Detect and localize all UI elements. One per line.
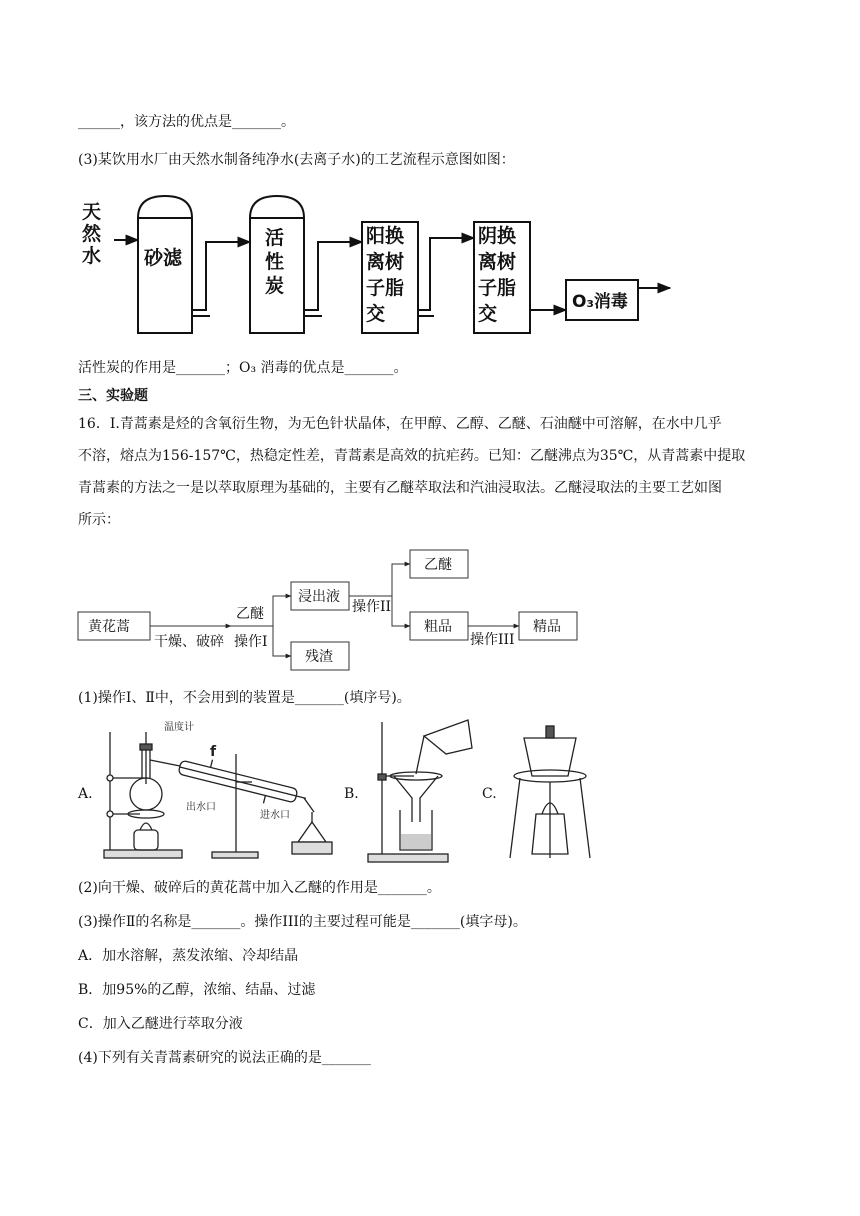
question-16-text-3: 青蒿素的方法之一是以萃取原理为基础的，主要有乙醚萃取法和汽油浸取法。乙醚浸取法的主要工艺如图 — [78, 480, 722, 496]
cation-line-3: 子脂 — [366, 277, 405, 299]
distillation-apparatus — [100, 718, 336, 862]
question-2-ether-role: (2)向干燥、破碎后的黄花蒿中加入乙醚的作用是_______。 — [78, 880, 441, 896]
question-4: (4)下列有关青蒿素研究的说法正确的是_______ — [78, 1050, 371, 1066]
op3-label: 操作III — [470, 632, 515, 648]
node-leach: 浸出液 — [298, 589, 340, 605]
node-pure: 精品 — [533, 619, 561, 635]
anion-line-3: 子脂 — [478, 277, 517, 299]
question-16-text-4: 所示： — [78, 512, 120, 528]
question-3-operation: (3)操作Ⅱ的名称是_______。操作III的主要过程可能是_______(填字母)。 — [78, 914, 527, 930]
option-c-label: C. — [482, 786, 497, 802]
thermometer-label: 温度计 — [164, 722, 194, 733]
carbon-char-2: 性 — [265, 251, 285, 273]
water-purification-diagram — [78, 188, 678, 338]
question-16-text-1: 16．Ⅰ.青蒿素是烃的含氧衍生物，为无色针状晶体，在甲醇、乙醇、乙醚、石油醚中可溶解，在水中几乎 — [78, 416, 722, 432]
op2-label: 操作II — [352, 599, 392, 615]
answer-line-blank: ______，该方法的优点是_______。 — [78, 114, 295, 130]
step1-reagent: 乙醚 — [236, 606, 264, 622]
extraction-flowchart — [76, 546, 596, 676]
water-outlet-label: 出水口 — [186, 802, 216, 813]
anion-line-2: 离树 — [478, 251, 517, 273]
carbon-char-3: 炭 — [265, 275, 285, 297]
ozone-label: O₃消毒 — [572, 292, 628, 312]
f-label: f — [210, 744, 217, 760]
question-16-text-2: 不溶，熔点为156-157℃，热稳定性差，青蒿素是高效的抗疟药。已知：乙醚沸点为35℃，从青蒿素中提取 — [78, 448, 746, 464]
question-3-water-process: (3)某饮用水厂由天然水制备纯净水(去离子水)的工艺流程示意图如图： — [78, 152, 515, 168]
anion-line-1: 阴换 — [478, 225, 517, 247]
option-b-label: B. — [344, 786, 359, 802]
cation-line-1: 阳换 — [366, 225, 405, 247]
water-inlet-label: 进水口 — [260, 810, 290, 821]
cation-line-4: 交 — [366, 303, 386, 325]
node-crude: 粗品 — [424, 619, 452, 635]
water-source-char-3: 水 — [82, 245, 102, 267]
sand-filter-label: 砂滤 — [144, 247, 183, 269]
node-ether: 乙醚 — [424, 557, 452, 573]
carbon-char-1: 活 — [265, 227, 285, 249]
cation-line-2: 离树 — [366, 251, 405, 273]
node-residue: 残渣 — [305, 649, 333, 665]
option-a: A．加水溶解，蒸发浓缩、冷却结晶 — [78, 948, 299, 964]
section-heading: 三、实验题 — [78, 388, 148, 404]
step1-treatment: 干燥、破碎 — [154, 634, 224, 650]
filtration-apparatus — [364, 718, 476, 864]
option-c: C．加入乙醚进行萃取分液 — [78, 1016, 243, 1032]
option-a-label: A. — [78, 786, 93, 802]
op1-label: 操作I — [234, 634, 268, 650]
sublimation-apparatus — [506, 718, 594, 864]
carbon-function-question: 活性炭的作用是_______；O₃ 消毒的优点是_______。 — [78, 360, 408, 376]
anion-line-4: 交 — [478, 303, 498, 325]
water-source-char-1: 天 — [82, 201, 102, 223]
node-raw: 黄花蒿 — [88, 619, 130, 635]
option-b: B．加95%的乙醇，浓缩、结晶、过滤 — [78, 982, 316, 998]
question-1-apparatus: (1)操作Ⅰ、Ⅱ中，不会用到的装置是_______(填序号)。 — [78, 690, 411, 706]
water-source-char-2: 然 — [82, 223, 102, 245]
